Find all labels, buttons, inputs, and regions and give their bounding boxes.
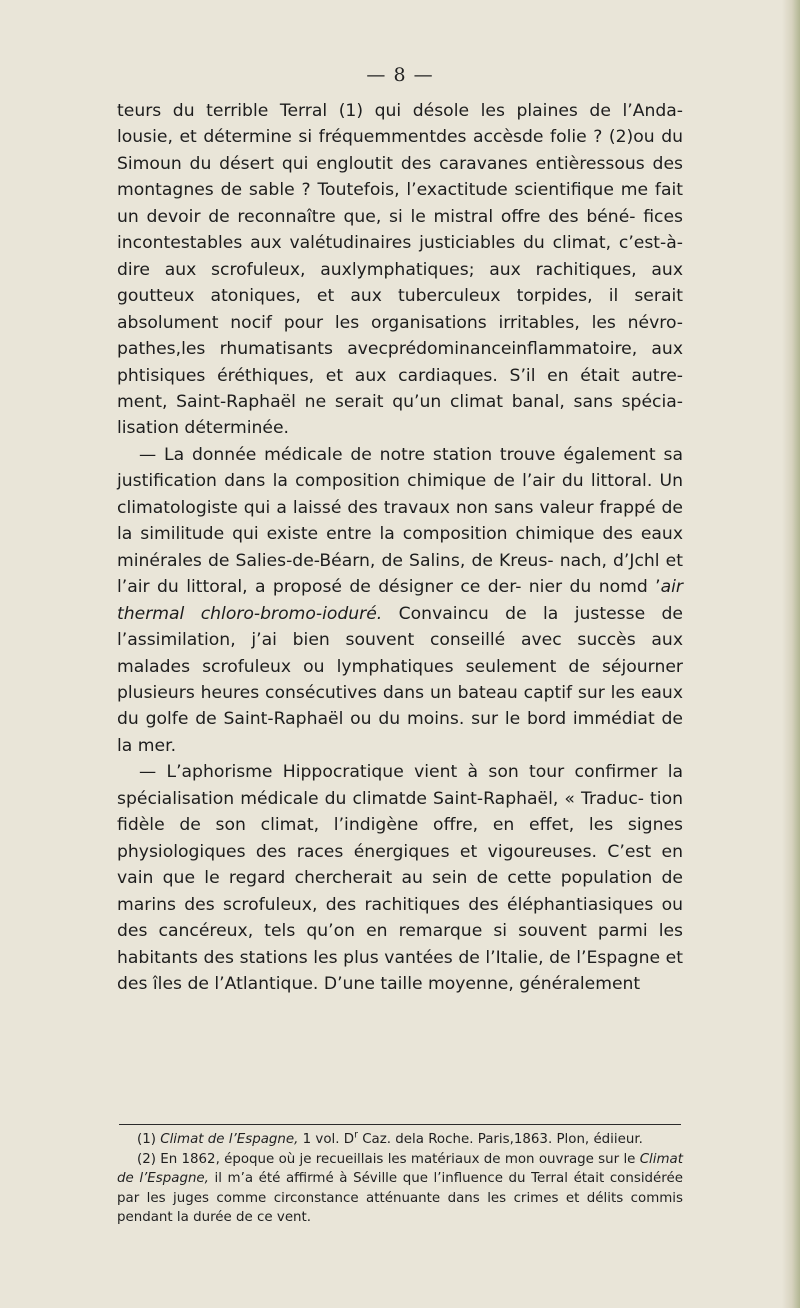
- main-text: [117, 98, 683, 997]
- footnote-2-text-b: il m’a été affirmé à Séville que l’influence du Terral était considérée par les juges comme circonstance atténuante dans les crimes et délits commis pendant la durée de ce vent.: [117, 1171, 683, 1226]
- footnote-2-marker: (2): [137, 1151, 156, 1167]
- footnote-2: [117, 1150, 683, 1228]
- page-number: — 8 —: [366, 64, 434, 86]
- footnote-1-marker: (1): [137, 1132, 156, 1147]
- paragraph-3-text: — L’aphorisme Hippocratique vient à son tour confirmer la spécialisation médicale du climatde Saint-Raphaël, « Traduc- tion fidèle de son climat, l’indigène offre, en effet, les signes physiologiques des races énergiques et vigoureuses. C’est en vain que le regard chercherait au sein de cette population de marins des scrofuleux, des rachitiques des éléphantiasiques ou des cancéreux, tels qu’on en remarque si souvent parmi les habitants des stations les plus vantées de l’Italie, de l’Espagne et des îles de l’Atlantique. D’une taille moyenne, généralement: [117, 762, 683, 994]
- footnote-2-text-a: En 1862, époque où je recueillais les matériaux de mon ouvrage sur le: [155, 1151, 640, 1167]
- footnotes: [117, 1130, 683, 1228]
- footnote-1-text-a: 1 vol. D: [298, 1132, 355, 1147]
- footnote-1-text-b: Caz. dela Roche. Paris,1863. Plon, édiieur.: [357, 1132, 643, 1147]
- paragraph-2: [117, 442, 683, 759]
- footnote-separator: [119, 1124, 681, 1125]
- paragraph-2-italic-term: air thermal chloro-bromo-ioduré.: [117, 577, 683, 624]
- footnote-2-title: Climat de l’Espagne,: [117, 1151, 683, 1187]
- paragraph-1-text: teurs du terrible Terral (1) qui désole les plaines de l’Anda- lousie, et détermine si fréquemmentdes accèsde folie ? (2)ou du Simoun du désert qui engloutit des caravanes entièressous des montagnes de sable ? Toutefois, l’exactitude scientifique me fait un devoir de reconnaître que, si le mistral offre des béné- fices incontestables aux valétudinaires justiciables du climat, c’est-à-dire aux scrofuleux, auxlymphatiques; aux rachitiques, aux goutteux atoniques, et aux tuberculeux torpides, il serait absolument nocif pour les organisations irritables, les névro- pathes,les rhumatisants avecprédominanceinflammatoire, aux phtisiques éréthiques, et aux cardiaques. S’il en était autre- ment, Saint-Raphaël ne serait qu’un climat banal, sans spécia- lisation déterminée.: [117, 101, 683, 439]
- footnote-1-sup: r: [354, 1129, 358, 1141]
- paragraph-2-text-start: — La donnée médicale de notre station trouve également sa justification dans la composition chimique de l’air du littoral. Un climatologiste qui a laissé des travaux non sans valeur frappé de la similitude qui existe entre la composition chimique des eaux minérales de Salies-de-Béarn, de Salins, de Kreus- nach, d’Jchl et l’air du littoral, a proposé de désigner ce der- nier du nomd ’: [117, 444, 683, 598]
- paragraph-3: [117, 759, 683, 997]
- footnote-1-title: Climat de l’Espagne,: [160, 1132, 299, 1147]
- footnote-1: [117, 1130, 683, 1150]
- page-edge-shadow: [782, 0, 800, 1308]
- paragraph-2-text-end: Convaincu de la justesse de l’assimilation, j’ai bien souvent conseillé avec succès aux malades scrofuleux ou lymphatiques seulement de séjourner plusieurs heures consécutives dans un bateau captif sur les eaux du golfe de Saint-Raphaël ou du moins. sur le bord immédiat de la mer.: [117, 603, 684, 756]
- paragraph-1: [117, 98, 683, 442]
